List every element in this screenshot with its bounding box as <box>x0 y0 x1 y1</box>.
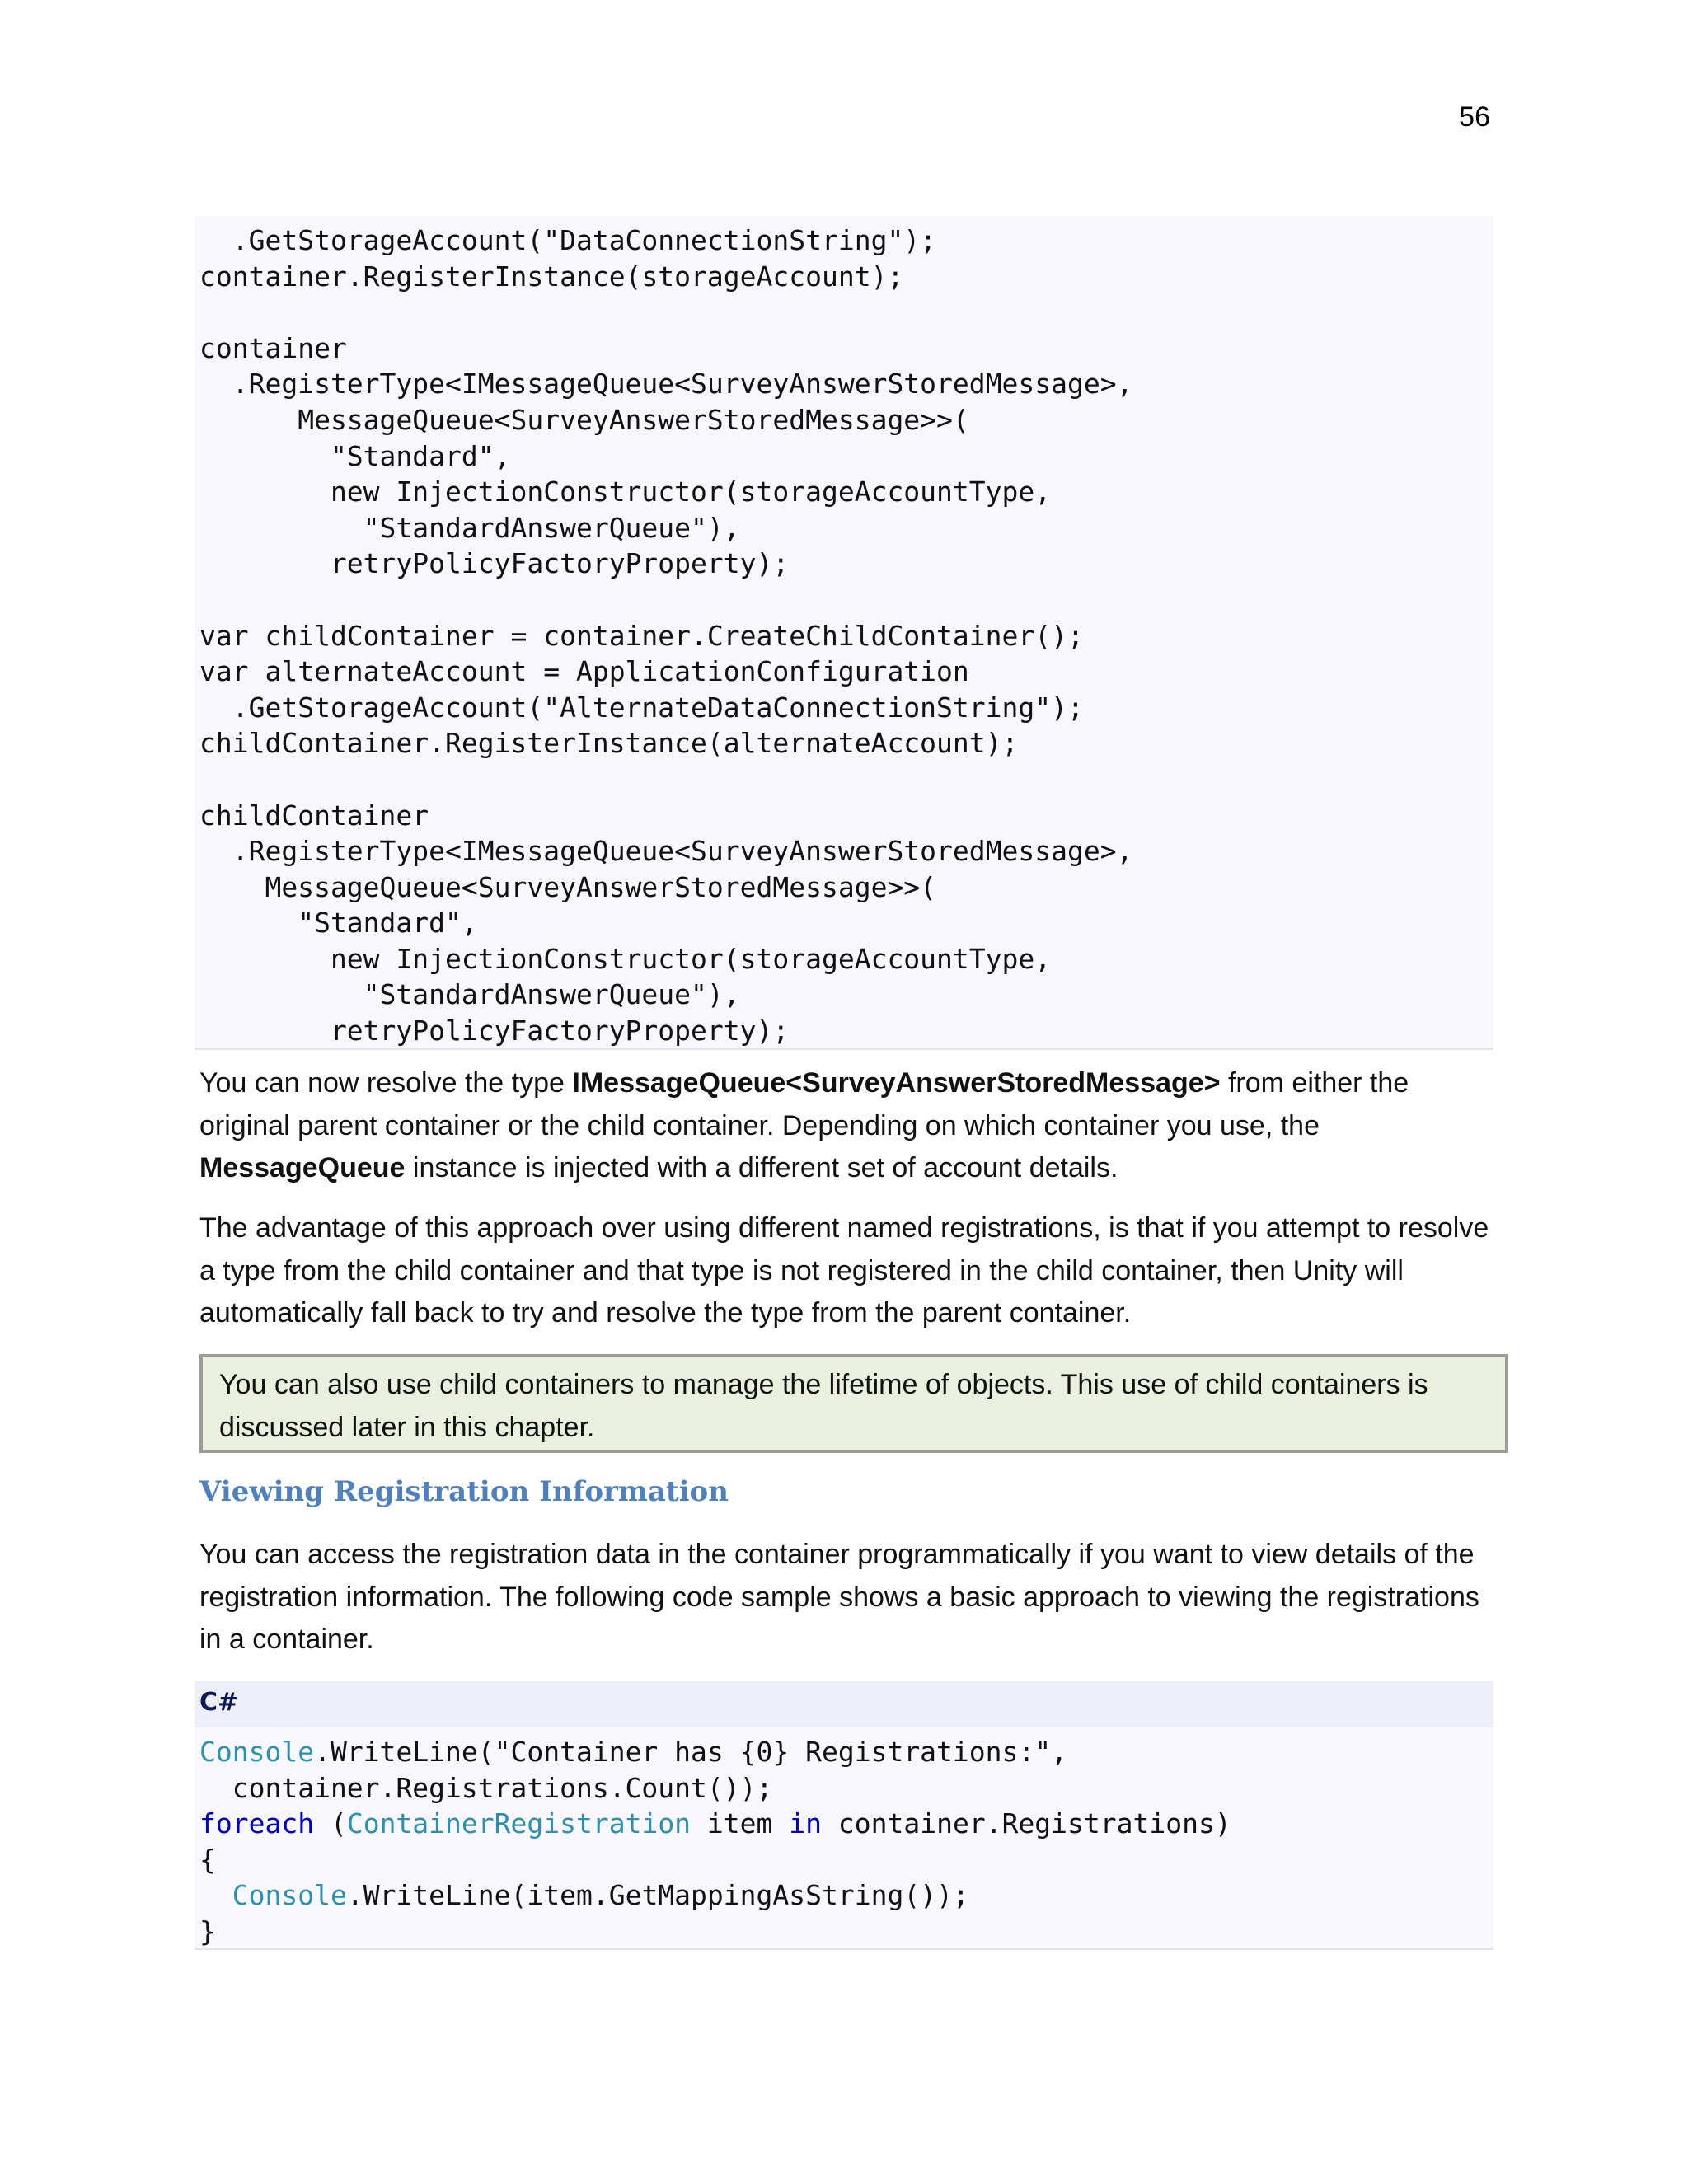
code-line: new InjectionConstructor(storageAccountType, <box>199 942 1052 975</box>
code-line: retryPolicyFactoryProperty); <box>199 1015 790 1047</box>
section-heading: Viewing Registration Information <box>199 1475 729 1508</box>
type-name-bold: IMessageQueue<SurveyAnswerStoredMessage> <box>572 1067 1221 1099</box>
note-box: You can also use child containers to manage the lifetime of objects. This use of child containers is discussed later in this chapter. <box>199 1354 1508 1453</box>
code-listing <box>199 223 1493 1049</box>
code-line: .RegisterType<IMessageQueue<SurveyAnswerStoredMessage>, <box>199 368 1133 401</box>
code-line: MessageQueue<SurveyAnswerStoredMessage>>( <box>199 870 937 903</box>
code-line: "StandardAnswerQueue"), <box>199 511 740 544</box>
paragraph-registration-data: You can access the registration data in the container programmatically if you want to view details of the registration information. The following code sample shows a basic approach to viewing the registrations in a container. <box>199 1539 1479 1655</box>
code-line: "Standard", <box>199 439 511 472</box>
code-line: new InjectionConstructor(storageAccountType, <box>199 476 1052 509</box>
code-block-registration <box>195 216 1493 1050</box>
code-line: .RegisterType<IMessageQueue<SurveyAnswerStoredMessage>, <box>199 835 1133 868</box>
code-line: container <box>199 331 347 364</box>
code-listing: Console.WriteLine("Container has {0} Registrations:", container.Registrations.Count()); foreach (ContainerRegistration item in container.Registrations) { Console.WriteLine(item.GetMappingAsString()); } <box>199 1736 1231 1947</box>
paragraph-advantage: The advantage of this approach over using different named registrations, is that if you attempt to resolve a type from the child container and that type is not registered in the child container, then Unity will automatically fall back to try and resolve the type from the parent container. <box>199 1212 1489 1329</box>
code-line: retryPolicyFactoryProperty); <box>199 547 790 580</box>
code-line: "StandardAnswerQueue"), <box>199 978 740 1011</box>
code-block-csharp <box>195 1727 1493 1950</box>
code-line: childContainer <box>199 799 429 832</box>
code-line: MessageQueue<SurveyAnswerStoredMessage>>( <box>199 403 969 436</box>
code-language-label: C# <box>195 1681 1493 1727</box>
code-line: .GetStorageAccount("DataConnectionString"); <box>199 224 937 256</box>
code-line: container.RegisterInstance(storageAccount); <box>199 260 904 293</box>
code-line: var alternateAccount = ApplicationConfiguration <box>199 655 969 688</box>
code-line: childContainer.RegisterInstance(alternateAccount); <box>199 727 1019 760</box>
page-number: 56 <box>1459 101 1490 133</box>
code-line: .GetStorageAccount("AlternateDataConnectionString"); <box>199 691 1084 724</box>
class-name-bold: MessageQueue <box>199 1152 406 1183</box>
code-line: var childContainer = container.CreateChildContainer(); <box>199 619 1084 652</box>
paragraph-resolve-type: You can now resolve the type IMessageQueue<SurveyAnswerStoredMessage> from either the original parent container or the child container. Depending on which container you use, the MessageQueue instance is injected with a different set of account details. <box>199 1067 1409 1183</box>
code-line: "Standard", <box>199 907 478 940</box>
